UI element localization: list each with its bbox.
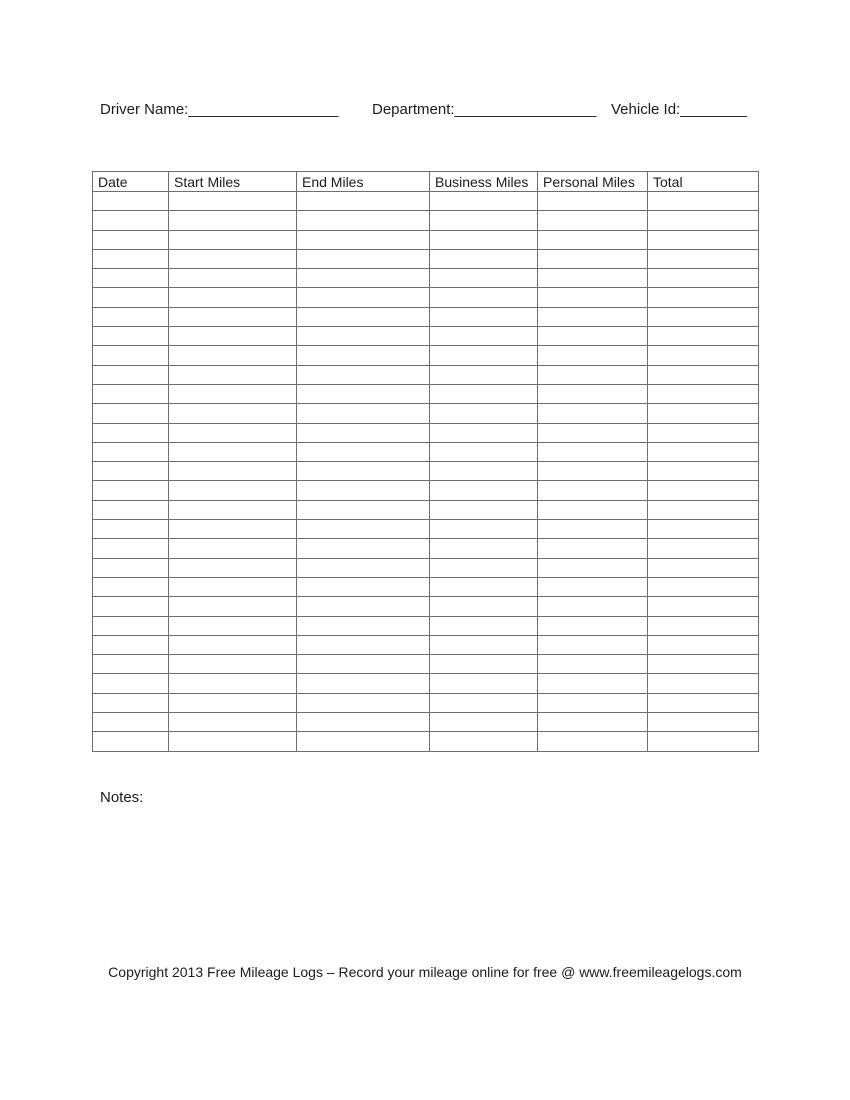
table-cell — [297, 674, 430, 693]
table-cell — [538, 404, 648, 423]
table-cell — [93, 327, 169, 346]
table-row — [93, 346, 759, 365]
table-cell — [93, 635, 169, 654]
col-header-personal-miles: Personal Miles — [538, 172, 648, 192]
table-row — [93, 655, 759, 674]
table-cell — [297, 269, 430, 288]
table-cell — [169, 346, 297, 365]
table-row — [93, 269, 759, 288]
table-cell — [93, 713, 169, 732]
footer-text: Copyright 2013 Free Mileage Logs – Record your mileage online for free @ www.freemileagelogs.com — [108, 964, 742, 980]
table-cell — [93, 732, 169, 752]
table-cell — [169, 558, 297, 577]
table-cell — [430, 577, 538, 596]
table-cell — [430, 481, 538, 500]
notes-label: Notes: — [100, 789, 144, 806]
table-cell — [297, 249, 430, 268]
table-cell — [93, 346, 169, 365]
table-cell — [538, 269, 648, 288]
table-cell — [538, 693, 648, 712]
table-cell — [430, 655, 538, 674]
table-row — [93, 500, 759, 519]
table-cell — [93, 365, 169, 384]
table-cell — [169, 404, 297, 423]
table-cell — [648, 288, 759, 307]
table-cell — [538, 288, 648, 307]
table-cell — [538, 616, 648, 635]
table-cell — [538, 327, 648, 346]
table-cell — [93, 577, 169, 596]
table-cell — [93, 423, 169, 442]
table-cell — [297, 307, 430, 326]
table-cell — [538, 230, 648, 249]
table-cell — [169, 713, 297, 732]
table-row — [93, 249, 759, 268]
table-cell — [648, 249, 759, 268]
table-cell — [93, 520, 169, 539]
table-cell — [297, 558, 430, 577]
table-row — [93, 693, 759, 712]
table-row — [93, 365, 759, 384]
table-cell — [297, 365, 430, 384]
table-cell — [93, 616, 169, 635]
table-cell — [648, 674, 759, 693]
table-cell — [169, 327, 297, 346]
table-cell — [93, 192, 169, 211]
table-row — [93, 481, 759, 500]
table-cell — [169, 249, 297, 268]
table-row — [93, 211, 759, 230]
table-cell — [297, 577, 430, 596]
table-cell — [538, 655, 648, 674]
table-cell — [538, 442, 648, 461]
mileage-table-header — [93, 172, 759, 192]
table-cell — [648, 327, 759, 346]
table-cell — [169, 616, 297, 635]
table-cell — [93, 307, 169, 326]
table-cell — [648, 365, 759, 384]
table-cell — [538, 211, 648, 230]
table-cell — [169, 423, 297, 442]
table-cell — [169, 211, 297, 230]
table-row — [93, 230, 759, 249]
table-row — [93, 423, 759, 442]
table-cell — [297, 462, 430, 481]
table-cell — [430, 713, 538, 732]
table-cell — [430, 635, 538, 654]
header-fields — [0, 101, 850, 121]
table-cell — [430, 616, 538, 635]
table-cell — [538, 597, 648, 616]
table-cell — [93, 539, 169, 558]
table-cell — [430, 288, 538, 307]
table-cell — [169, 307, 297, 326]
table-row — [93, 635, 759, 654]
table-cell — [169, 674, 297, 693]
table-cell — [297, 520, 430, 539]
table-cell — [297, 442, 430, 461]
table-cell — [169, 192, 297, 211]
table-cell — [430, 423, 538, 442]
col-header-start-miles: Start Miles — [169, 172, 297, 192]
table-cell — [538, 500, 648, 519]
table-cell — [538, 713, 648, 732]
table-cell — [169, 635, 297, 654]
mileage-table — [92, 171, 759, 752]
table-row — [93, 616, 759, 635]
table-cell — [297, 211, 430, 230]
table-cell — [648, 384, 759, 403]
table-cell — [648, 307, 759, 326]
table-cell — [430, 520, 538, 539]
mileage-table-body — [93, 192, 759, 752]
table-cell — [538, 249, 648, 268]
table-cell — [648, 230, 759, 249]
table-row — [93, 674, 759, 693]
table-cell — [648, 500, 759, 519]
table-row — [93, 732, 759, 752]
table-cell — [297, 539, 430, 558]
table-cell — [297, 616, 430, 635]
col-header-business-miles: Business Miles — [430, 172, 538, 192]
table-cell — [430, 732, 538, 752]
table-cell — [93, 269, 169, 288]
table-cell — [648, 442, 759, 461]
table-cell — [169, 230, 297, 249]
table-cell — [538, 635, 648, 654]
table-cell — [430, 597, 538, 616]
table-cell — [169, 655, 297, 674]
table-cell — [648, 732, 759, 752]
table-cell — [538, 307, 648, 326]
table-cell — [169, 732, 297, 752]
table-cell — [538, 732, 648, 752]
table-cell — [648, 192, 759, 211]
table-cell — [93, 230, 169, 249]
table-cell — [93, 597, 169, 616]
table-cell — [169, 365, 297, 384]
table-row — [93, 539, 759, 558]
header-row — [93, 172, 759, 192]
table-cell — [430, 539, 538, 558]
table-row — [93, 577, 759, 596]
table-cell — [538, 520, 648, 539]
table-cell — [93, 558, 169, 577]
table-cell — [93, 442, 169, 461]
table-cell — [430, 211, 538, 230]
table-cell — [297, 288, 430, 307]
table-cell — [93, 674, 169, 693]
table-cell — [648, 404, 759, 423]
vehicle-id-field: Vehicle Id:________ — [611, 101, 747, 118]
table-cell — [430, 230, 538, 249]
table-cell — [297, 693, 430, 712]
table-cell — [93, 384, 169, 403]
table-cell — [297, 327, 430, 346]
table-cell — [430, 327, 538, 346]
table-row — [93, 192, 759, 211]
table-cell — [169, 539, 297, 558]
table-cell — [297, 635, 430, 654]
table-row — [93, 288, 759, 307]
table-row — [93, 713, 759, 732]
col-header-date: Date — [93, 172, 169, 192]
table-cell — [648, 211, 759, 230]
table-cell — [169, 462, 297, 481]
table-cell — [538, 462, 648, 481]
table-cell — [169, 597, 297, 616]
table-cell — [648, 713, 759, 732]
table-cell — [430, 384, 538, 403]
table-cell — [430, 442, 538, 461]
table-cell — [169, 577, 297, 596]
table-cell — [430, 346, 538, 365]
table-cell — [648, 539, 759, 558]
table-row — [93, 327, 759, 346]
table-cell — [93, 500, 169, 519]
table-cell — [93, 288, 169, 307]
table-cell — [430, 404, 538, 423]
table-cell — [648, 481, 759, 500]
table-cell — [430, 462, 538, 481]
table-cell — [297, 481, 430, 500]
table-cell — [648, 616, 759, 635]
table-cell — [538, 384, 648, 403]
driver-name-field: Driver Name:__________________ — [100, 101, 339, 118]
table-cell — [538, 539, 648, 558]
table-cell — [93, 462, 169, 481]
table-cell — [169, 693, 297, 712]
table-cell — [430, 269, 538, 288]
table-cell — [430, 693, 538, 712]
table-cell — [430, 192, 538, 211]
table-row — [93, 442, 759, 461]
table-row — [93, 520, 759, 539]
table-cell — [297, 384, 430, 403]
table-cell — [648, 597, 759, 616]
table-cell — [169, 269, 297, 288]
table-cell — [430, 365, 538, 384]
table-cell — [93, 211, 169, 230]
table-cell — [538, 558, 648, 577]
table-cell — [648, 655, 759, 674]
table-cell — [93, 481, 169, 500]
table-cell — [430, 307, 538, 326]
table-cell — [93, 655, 169, 674]
table-cell — [538, 192, 648, 211]
table-cell — [297, 732, 430, 752]
table-cell — [430, 249, 538, 268]
table-row — [93, 404, 759, 423]
table-cell — [648, 635, 759, 654]
table-cell — [430, 674, 538, 693]
table-cell — [430, 500, 538, 519]
table-cell — [169, 442, 297, 461]
table-cell — [297, 346, 430, 365]
table-row — [93, 307, 759, 326]
table-cell — [538, 481, 648, 500]
table-cell — [538, 365, 648, 384]
table-cell — [297, 713, 430, 732]
table-cell — [93, 249, 169, 268]
table-cell — [169, 520, 297, 539]
table-cell — [430, 558, 538, 577]
table-cell — [169, 500, 297, 519]
table-cell — [297, 655, 430, 674]
col-header-end-miles: End Miles — [297, 172, 430, 192]
table-cell — [538, 577, 648, 596]
table-cell — [297, 500, 430, 519]
table-cell — [648, 423, 759, 442]
table-row — [93, 384, 759, 403]
table-row — [93, 558, 759, 577]
table-cell — [538, 674, 648, 693]
table-cell — [93, 693, 169, 712]
table-cell — [648, 577, 759, 596]
table-row — [93, 462, 759, 481]
table-cell — [648, 520, 759, 539]
table-cell — [169, 288, 297, 307]
col-header-total: Total — [648, 172, 759, 192]
table-cell — [648, 462, 759, 481]
table-row — [93, 597, 759, 616]
table-cell — [538, 423, 648, 442]
table-cell — [297, 230, 430, 249]
table-cell — [297, 404, 430, 423]
table-cell — [648, 693, 759, 712]
table-cell — [648, 269, 759, 288]
table-cell — [648, 558, 759, 577]
table-cell — [297, 423, 430, 442]
table-cell — [297, 597, 430, 616]
table-cell — [538, 346, 648, 365]
table-cell — [169, 384, 297, 403]
table-cell — [93, 404, 169, 423]
table-cell — [169, 481, 297, 500]
department-field: Department:_________________ — [372, 101, 597, 118]
table-cell — [297, 192, 430, 211]
table-cell — [648, 346, 759, 365]
